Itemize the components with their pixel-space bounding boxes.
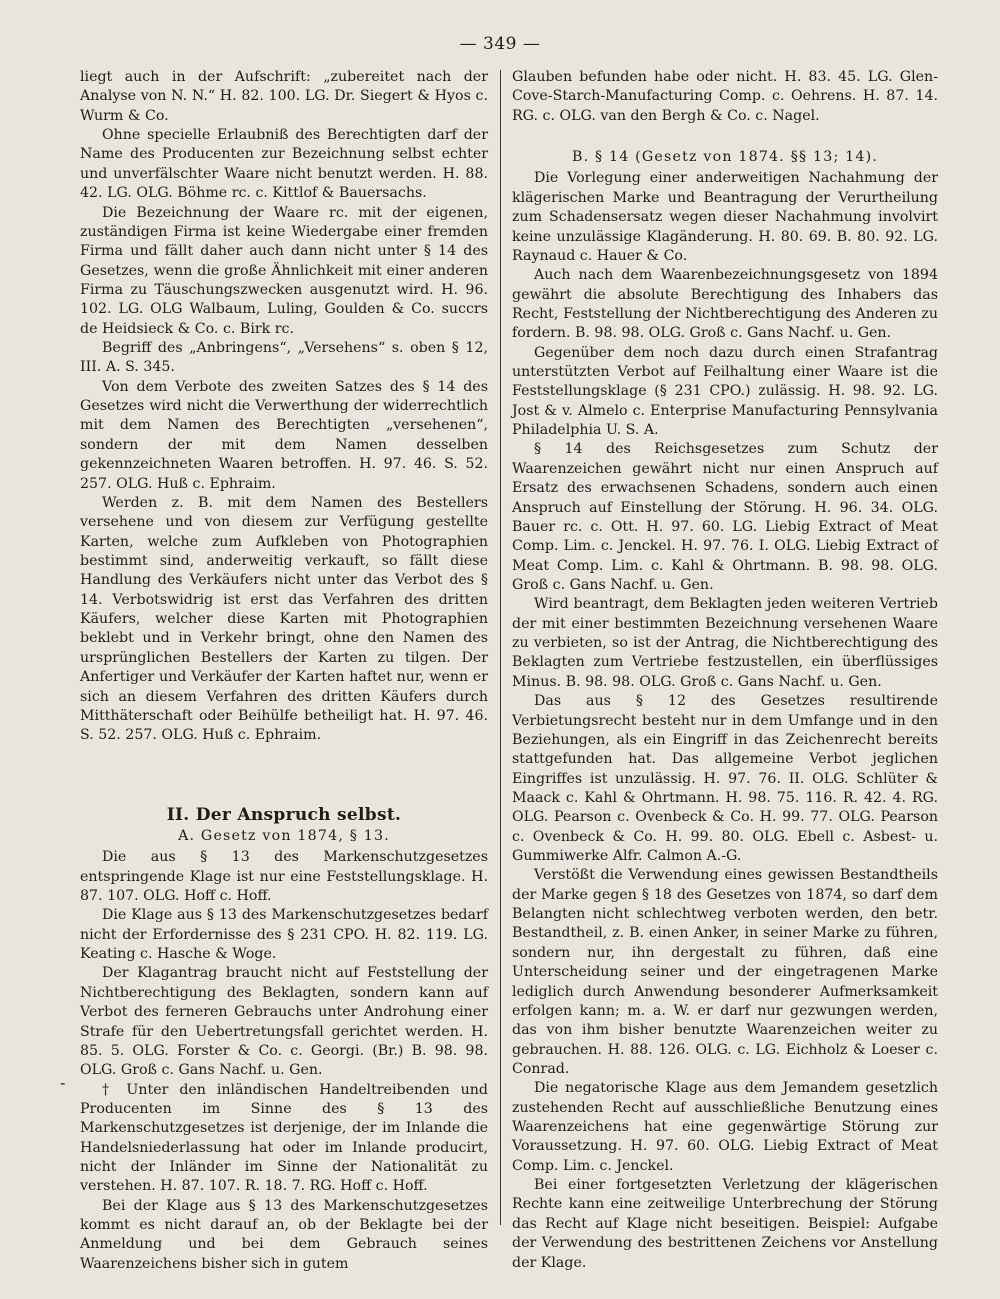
paragraph: Die Klage aus § 13 des Markenschutzgesetzes bedarf nicht der Erfordernisse des § 231 CPO. H. 82. 119. LG. Keating c. Hasche & Woge. <box>80 907 488 963</box>
paragraph: liegt auch in der Aufschrift: „zubereitet nach der Analyse von N. N.“ H. 82. 100. LG. Dr. Siegert & Hyos c. Wurm & Co. <box>80 69 488 124</box>
paragraph: Der Klagantrag braucht nicht auf Feststellung der Nichtberechtigung des Beklagten, sondern kann auf Verbot des ferneren Gebrauchs unter Androhung einer Strafe für den Uebertretungsfall gerichtet werden. H. 85. 5. OLG. Forster & Co. c. Georgi. (Br.) B. 98. 98. OLG. Groß c. Gans Nachf. u. Gen. <box>80 965 488 1079</box>
paragraph: Glauben befunden habe oder nicht. H. 83. 45. LG. Glen-Cove-Starch-Manufacturing Comp. c. Oehrens. H. 87. 14. RG. c. OLG. van den Bergh & Co. c. Nagel. <box>512 69 938 124</box>
left-column <box>80 68 488 1274</box>
paragraph: Bei einer fortgesetzten Verletzung der klägerischen Rechte kann eine zeitweilige Unterbrechung der Störung das Recht auf Klage nicht beseitigen. Beispiel: Aufgabe der Verwendung des bestrittenen Zeichens vor Anstellung der Klage. <box>512 1177 938 1271</box>
paragraph: § 14 des Reichsgesetzes zum Schutz der Waarenzeichen gewährt nicht nur einen Anspruch auf Ersatz des erwachsenen Schadens, sondern auch einen Anspruch auf Einstellung der Störung. H. 96. 34. OLG. Bauer rc. c. Ott. H. 97. 60. LG. Liebig Extract of Meat Comp. Lim. c. Jenckel. H. 97. 76. I. OLG. Liebig Extract of Meat Comp. Lim. c. Kahl & Ohrtmann. B. 98. 98. OLG. Groß c. Gans Nachf. u. Gen. <box>512 441 938 593</box>
section-heading: II. Der Anspruch selbst. <box>166 804 402 825</box>
paragraph: Auch nach dem Waarenbezeichnungsgesetz von 1894 gewährt die absolute Berechtigung des Inhabers das Recht, Feststellung der Nichtberechtigung des Anderen zu fordern. B. 98. 98. OLG. Groß c. Gans Nachf. u. Gen. <box>512 267 938 342</box>
paragraph: Wird beantragt, dem Beklagten jeden weiteren Vertrieb der mit einer bestimmten Bezeichnung versehenen Waare zu verbieten, so ist der Antrag, die Nichtberechtigung des Beklagten zum Vertriebe festzustellen, ein überflüssiges Minus. B. 98. 98. OLG. Groß c. Gans Nachf. u. Gen. <box>512 596 938 690</box>
paragraph: Die negatorische Klage aus dem Jemandem gesetzlich zustehenden Recht auf ausschließliche Benutzung eines Waarenzeichens hat eine gegenwärtige Störung zur Voraussetzung. H. 97. 60. OLG. Liebig Extract of Meat Comp. Lim. c. Jenckel. <box>512 1080 938 1174</box>
page-number: — 349 — <box>459 34 541 54</box>
paragraph: † Unter den inländischen Handeltreibenden und Producenten im Sinne des § 13 des Markenschutzgesetzes ist derjenige, der im Inlande die Handelsniederlassung hat oder im Inlande producirt, nicht der Inländer im Sinne der Nationalität zu verstehen. H. 87. 107. R. 18. 7. RG. Hoff c. Hoff. <box>80 1081 488 1195</box>
paragraph: Verstößt die Verwendung eines gewissen Bestandtheils der Marke gegen § 18 des Gesetzes von 1874, so darf dem Belangten nicht schlechtweg verboten werden, den betr. Bestandtheil, z. B. einen Anker, in seiner Marke zu führen, sondern nur, ihn dergestalt zu führen, daß eine Unterscheidung seiner und der eingetragenen Marke lediglich durch Anwendung besonderer Aufmerksamkeit erfolgen kann; m. a. W. er darf nur gezwungen werden, das von ihm bisher benutzte Waarenzeichen weiter zu gebrauchen. H. 88. 126. OLG. c. LG. Eichholz & Loeser c. Conrad. <box>512 867 938 1077</box>
paragraph: Bei der Klage aus § 13 des Markenschutzgesetzes kommt es nicht darauf an, ob der Beklagte bei der Anmeldung und bei dem Gebrauch seines Waarenzeichens bisher sich in gutem <box>80 1197 488 1272</box>
paragraph: Die Bezeichnung der Waare rc. mit der eigenen, zuständigen Firma ist keine Wiedergabe einer fremden Firma und fällt daher auch dann nicht unter § 14 des Gesetzes, wenn die große Ähnlichkeit mit einer anderen Firma zu Täuschungszwecken ausgenutzt wird. H. 96. 102. LG. OLG Walbaum, Luling, Goulden & Co. succrs de Heidsieck & Co. c. Birk rc. <box>80 204 488 337</box>
paragraph: Begriff des „Anbringens“, „Versehens“ s. oben § 12, III. A. S. 345. <box>80 340 488 376</box>
paragraph: Das aus § 12 des Gesetzes resultirende Verbietungsrecht besteht nur in dem Umfange und in den Beziehungen, als ein Eingriff in das Zeichenrecht bereits stattgefunden hat. Das allgemeine Verbot jeglichen Eingriffes ist unzulässig. H. 97. 76. II. OLG. Schlüter & Maack c. Kahl & Ohrtmann. H. 98. 75. 116. R. 42. 4. RG. OLG. Pearson c. Ovenbeck & Co. H. 99. 77. OLG. Pearson c. Ovenbeck & Co. H. 99. 80. OLG. Ebell c. Asbest- u. Gummiwerke Alfr. Calmon A.-G. <box>512 693 938 865</box>
paragraph: Die Vorlegung einer anderweitigen Nachahmung der klägerischen Marke und Beantragung der Verurtheilung zum Schadensersatz wegen dieser Nachahmung involvirt keine unzulässige Klagänderung. H. 80. 69. B. 80. 92. LG. Raynaud c. Hauer & Co. <box>512 170 938 264</box>
margin-mark: - <box>60 1073 66 1092</box>
paragraph: Die aus § 13 des Markenschutzgesetzes entspringende Klage ist nur eine Feststellungsklage. H. 87. 107. OLG. Hoff c. Hoff. <box>80 849 488 905</box>
subsection-heading: A. Gesetz von 1874, § 13. <box>178 827 390 844</box>
paragraph: Von dem Verbote des zweiten Satzes des § 14 des Gesetzes wird nicht die Verwerthung der widerrechtlich mit dem Namen des Berechtigten „versehenen“, sondern der mit dem Namen desselben gekennzeichneten Waaren betroffen. H. 97. 46. S. 52. 257. OLG. Huß c. Ephraim. <box>80 378 488 492</box>
paragraph: Werden z. B. mit dem Namen des Bestellers versehene und von diesem zur Verfügung gestellte Karten, welche zum Aufkleben von Photographien bestimmt sind, anderweitig verkauft, so fällt diese Handlung des Verkäufers nicht unter das Verbot des § 14. Verbotswidrig ist erst das Verfahren des dritten Käufers, welcher diese Karten mit Photographien beklebt und in Verkehr bringt, ohne den Namen des ursprünglichen Bestellers der Karten zu tilgen. Der Anfertiger und Verkäufer der Karten haftet nur, wenn er sich an diesem Verfahren des dritten Käufers durch Mitthäterschaft oder Beihülfe betheiligt hat. H. 97. 46. S. 52. 257. OLG. Huß c. Ephraim. <box>80 494 488 744</box>
subsection-heading: B. § 14 (Gesetz von 1874. §§ 13; 14). <box>571 149 879 166</box>
paragraph: Gegenüber dem noch dazu durch einen Strafantrag unterstützten Verbot auf Feilhaltung einer Waare ist die Feststellungsklage (§ 231 CPO.) zulässig. H. 98. 92. LG. Jost & v. Almelo c. Enterprise Manufacturing Pennsylvania Philadelphia U. S. A. <box>512 344 938 439</box>
paragraph: Ohne specielle Erlaubniß des Berechtigten darf der Name des Producenten zur Bezeichnung selbst echter und unverfälschter Waare nicht benutzt werden. H. 88. 42. LG. OLG. Böhme rc. c. Kittlof & Bauersachs. <box>80 127 488 202</box>
column-divider <box>500 70 501 1225</box>
right-column <box>512 68 938 1273</box>
